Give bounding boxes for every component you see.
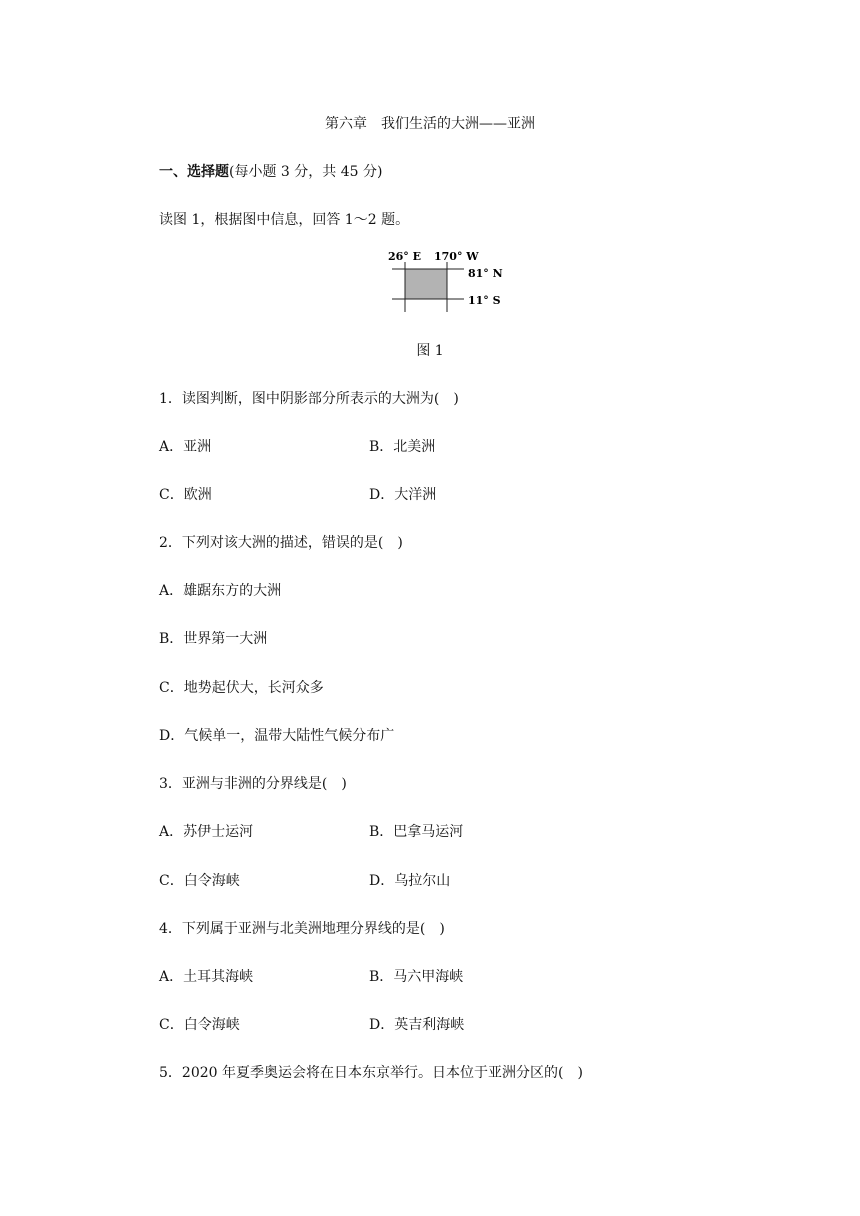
- question-4-option-a: A．土耳其海峡: [159, 969, 254, 985]
- question-2-option-a: A．雄踞东方的大洲: [159, 583, 282, 599]
- label-lat-south: 11° S: [468, 294, 501, 307]
- question-2-option-c: C．地势起伏大，长河众多: [159, 680, 324, 696]
- question-4-option-b: B．马六甲海峡: [369, 969, 464, 985]
- section-note: (每小题 3 分，共 45 分): [229, 164, 383, 180]
- question-3-option-d: D．乌拉尔山: [369, 873, 451, 889]
- figure-1-map-grid: [380, 248, 520, 320]
- shaded-region: [405, 269, 447, 299]
- question-2-option-b: B．世界第一大洲: [159, 631, 268, 647]
- question-3-option-c: C．白令海峡: [159, 873, 240, 889]
- question-1-option-b: B．北美洲: [369, 439, 436, 455]
- question-1-option-d: D．大洋洲: [369, 487, 437, 503]
- label-lon-west: 26° E: [388, 250, 422, 263]
- question-1-option-a: A．亚洲: [159, 439, 212, 455]
- question-5-stem: 5．2020 年夏季奥运会将在日本东京举行。日本位于亚洲分区的( ): [159, 1065, 583, 1081]
- question-4-option-c: C．白令海峡: [159, 1017, 240, 1033]
- question-2-stem: 2．下列对该大洲的描述，错误的是( ): [159, 535, 403, 551]
- question-4-option-d: D．英吉利海峡: [369, 1017, 465, 1033]
- question-3-option-b: B．巴拿马运河: [369, 824, 464, 840]
- page-title: 第六章 我们生活的大洲——亚洲: [325, 116, 535, 132]
- section-label: 一、选择题: [159, 164, 229, 180]
- label-lat-north: 81° N: [468, 267, 503, 280]
- question-3-option-a: A．苏伊士运河: [159, 824, 254, 840]
- label-lon-east: 170° W: [434, 250, 479, 263]
- question-1-option-c: C．欧洲: [159, 487, 212, 503]
- question-4-stem: 4．下列属于亚洲与北美洲地理分界线的是( ): [159, 921, 445, 937]
- question-2-option-d: D．气候单一，温带大陆性气候分布广: [159, 728, 395, 744]
- question-3-stem: 3．亚洲与非洲的分界线是( ): [159, 776, 347, 792]
- section-heading: [159, 161, 382, 181]
- reading-instruction: 读图 1，根据图中信息，回答 1～2 题。: [159, 212, 410, 228]
- figure-caption: 图 1: [416, 343, 444, 359]
- question-1-stem: 1．读图判断，图中阴影部分所表示的大洲为( ): [159, 391, 459, 407]
